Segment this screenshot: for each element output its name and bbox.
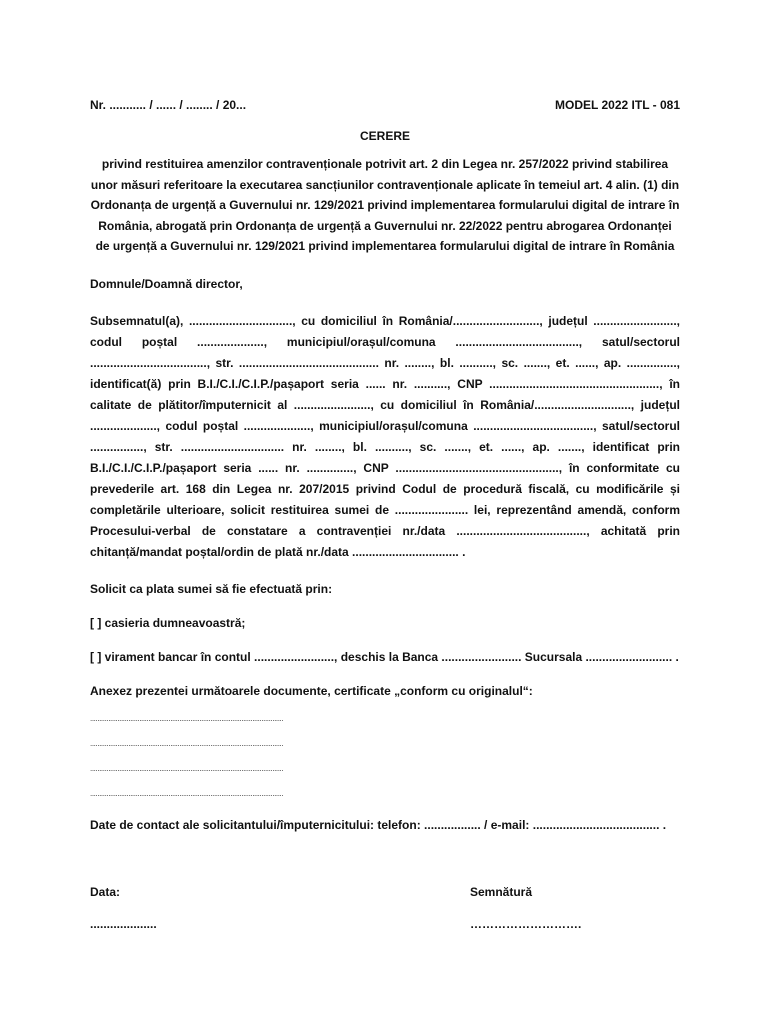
annex-line: ..........................................................................................................	[90, 739, 284, 748]
document-header	[90, 95, 680, 115]
option-bank-transfer: [ ] virament bancar în contul ........................, deschis la Banca ........................ Sucursala .......................... .	[90, 649, 679, 664]
signature-label: Semnătură	[470, 884, 533, 899]
option-cash-desk: [ ] casieria dumneavoastră;	[90, 615, 246, 630]
contact-details: Date de contact ale solicitantului/împuternicitului: telefon: ................. / e-mail: ...................................... .	[90, 817, 667, 832]
applicant-details-paragraph: Subsemnatul(a), ..............................., cu domiciliul în România/.........................., județul ........................., codul poștal ...................., municipiul/orașul/comuna ....................................., satul/sectorul ..................................., str. .......................................... nr. ........, bl. .........., sc. ......., et. ......, ap. ..............., identificat(ă) prin B.I./C.I./C.I.P./pașaport seria ...... nr. .........., CNP ..................................................., în calitate de plătitor/împuternicit al ......................., cu domiciliul în România/............................., județul ...................., codul poștal ...................., municipiul/orașul/comuna ...................................., satul/sectorul ................, str. ............................... nr. ........, bl. .........., sc. ......., et. ......, ap. ......., identificat prin B.I./C.I./C.I.P./pașaport seria ...... nr. .............., CNP ................................................., în conformitate cu prevederile art. 168 din Legea nr. 207/2015 privind Codul de procedură fiscală, cu modificările și completările ulterioare, solicit restituirea sumei de ...................... lei, reprezentând amendă, conform Procesului-verbal de constatare a contravenției nr./data ......................................., achitată prin chitanță/mandat poștal/ordin de plată nr./data ................................ .	[90, 313, 680, 559]
payment-intro: Solicit ca plata sumei să fie efectuată prin:	[90, 581, 333, 596]
document-subtitle: privind restituirea amenzilor contravenționale potrivit art. 2 din Legea nr. 257/2022 privind stabilirea unor măsuri referitoare la executarea sancțiunilor contravenționale aplicate în temeiul art. 4 alin. (1) din Ordonanța de urgență a Guvernului nr. 129/2021 privind implementarea formularului digital de intrare în România, abrogată prin Ordonanța de urgență a Guvernului nr. 22/2022 pentru abrogarea Ordonanței de urgență a Guvernului nr. 129/2021 privind implementarea formularului digital de intrare în România	[90, 157, 680, 253]
greeting: Domnule/Doamnă director,	[90, 276, 243, 291]
date-label: Data:	[90, 884, 121, 899]
annex-line: ..........................................................................................................	[90, 789, 284, 798]
document-page	[90, 95, 680, 934]
model-code: MODEL 2022 ITL - 081	[555, 98, 680, 112]
signature-fields	[90, 914, 680, 934]
document-title: CERERE	[359, 129, 410, 143]
annex-line: ..........................................................................................................	[90, 764, 284, 773]
date-field: ....................	[90, 916, 157, 931]
annex-intro: Anexez prezentei următoarele documente, certificate „conform cu originalul“:	[90, 683, 533, 698]
signature-labels	[90, 882, 680, 902]
annex-line: ..........................................................................................................	[90, 714, 284, 723]
signature-field: ……………………….	[470, 916, 582, 931]
annex-lines	[90, 715, 680, 798]
registration-number: Nr. ........... / ...... / ........ / 20...	[90, 98, 247, 112]
